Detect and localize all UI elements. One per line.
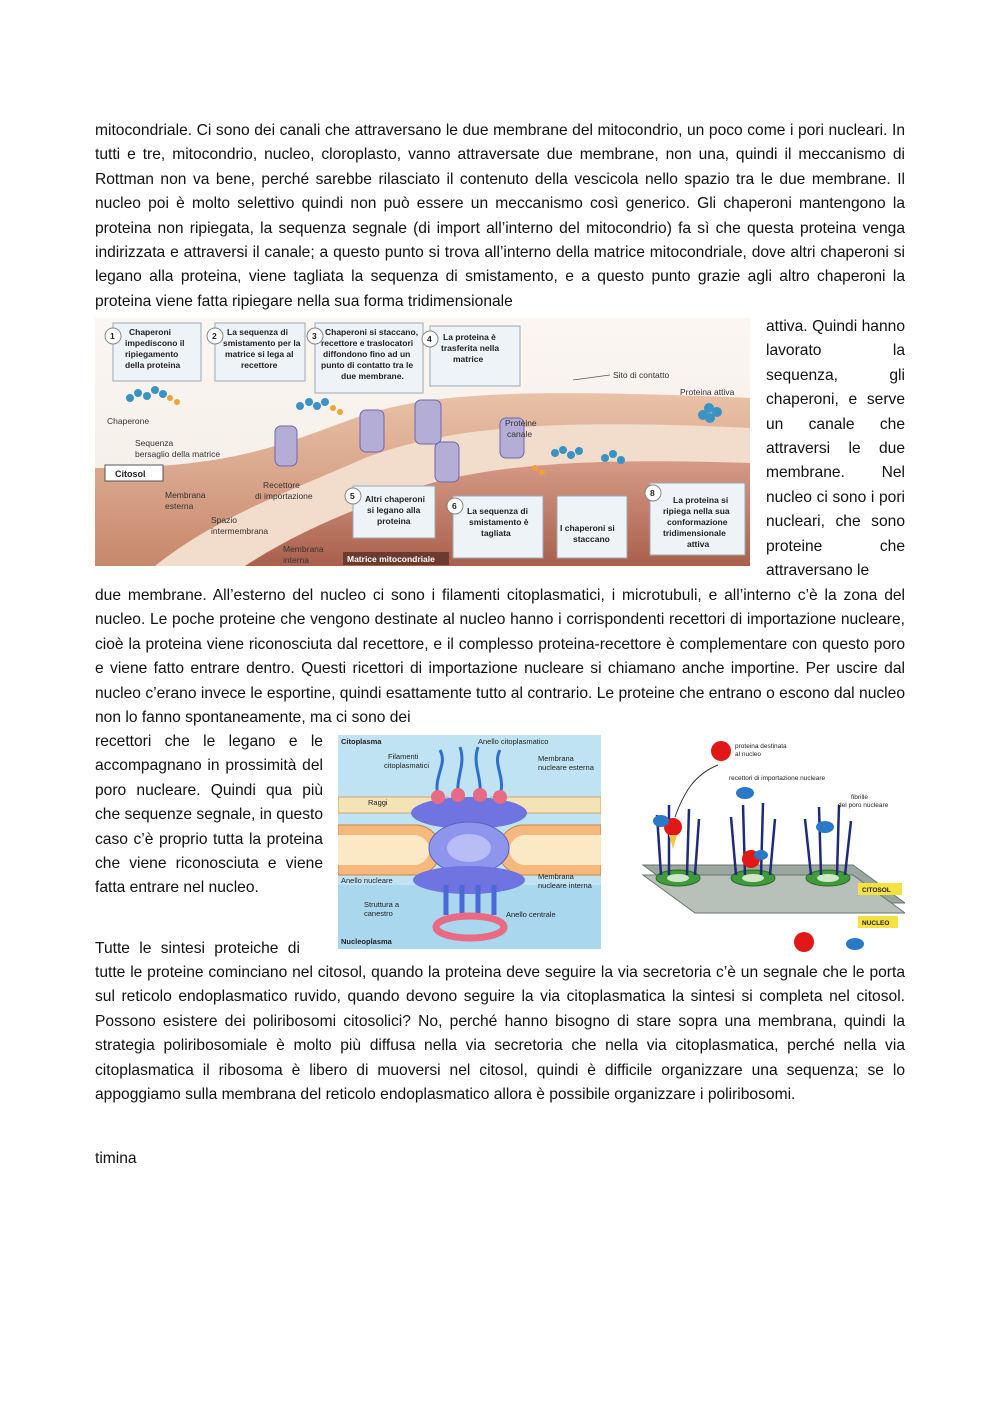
- nuclear-import-figure: [633, 735, 905, 958]
- label-recettore-1: Recettore: [263, 480, 300, 490]
- step-8-line-4: tridimensionale: [663, 528, 726, 538]
- step-8-line-1: La proteina si: [673, 495, 729, 505]
- label-struttura-1: Struttura a: [364, 900, 400, 909]
- label-citosol: Citosol: [115, 469, 146, 479]
- step-1-line-1: Chaperoni: [129, 327, 172, 337]
- label-citosol: CITOSOL: [862, 887, 891, 894]
- label-matrice: Matrice mitocondriale: [347, 554, 435, 564]
- step-1-number: 1: [110, 331, 115, 341]
- paragraph-3: tutte le proteine cominciano nel citosol, quando la proteina deve seguire la via secretoria c’è un segnale che le porta sul reticolo endoplasmatico ruvido, quando devono seguire la via citoplasmatica la sintesi si completa nel citosol. Possono esistere dei poliribosomi citosolici? No, perché hanno bisogno di stare sopra una membrana, quindi la strategia poliribosomiale è molto più diffusa nella via secretoria che nella via citoplasmatica, perché nella via citoplasmatica il ribosoma è libero di muoversi nel citosol, quindi è difficile organizzare una sequenza; se lo appoggiamo sulla membrana del reticolo endoplasmatico allora è possibile organizzare i poliribosomi.: [95, 964, 905, 1104]
- step-2-line-3: matrice si lega al: [225, 349, 294, 359]
- label-proteina-1: proteina destinata: [735, 743, 787, 750]
- step-8-line-3: conformazione: [667, 517, 728, 527]
- label-spazio-2: intermembrana: [211, 526, 269, 536]
- step-2-number: 2: [212, 331, 217, 341]
- step-1-line-2: impediscono il: [125, 338, 185, 348]
- label-proteine-2: canale: [507, 429, 533, 439]
- label-membrana-esterna-1: Membrana: [165, 490, 206, 500]
- step-6-line-1: La sequenza di: [467, 506, 528, 516]
- label-citoplasma: Citoplasma: [341, 737, 382, 746]
- step-1-line-3: ripiegamento: [125, 349, 179, 359]
- step-5-number: 5: [350, 491, 355, 501]
- step-3-line-3: diffondono fino ad un: [323, 349, 411, 359]
- step-3-line-4: punto di contatto tra le: [321, 360, 414, 370]
- label-membrana-interna-1: Membrana: [538, 872, 574, 881]
- label-membrana-esterna-1: Membrana: [538, 754, 574, 763]
- step-5-line-1: Altri chaperoni: [365, 494, 425, 504]
- label-membrana-esterna-2: nucleare esterna: [538, 763, 594, 772]
- step-4-line-3: matrice: [453, 354, 484, 364]
- step-6-line-3: tagliata: [481, 528, 511, 538]
- label-fibrille-2: del poro nucleare: [838, 802, 889, 809]
- step-7-line-1: I chaperoni si: [560, 523, 615, 533]
- step-8-number: 8: [650, 488, 655, 498]
- step-3-line-5: due membrane.: [341, 371, 404, 381]
- side-text-1: attiva. Quindi hanno lavorato la sequenza, gli chaperoni, e serve un canale che attraversi le due membrane. Nel nucleo ci sono i pori nucleari, che sono proteine che attraversano le: [766, 318, 905, 580]
- paragraph-3-start: Tutte le sintesi proteiche di: [95, 940, 300, 957]
- label-spazio-1: Spazio: [211, 515, 237, 525]
- step-2-line-4: recettore: [241, 360, 278, 370]
- label-membrana-interna-2: nucleare interna: [538, 881, 592, 890]
- label-proteina-attiva: Proteina attiva: [680, 387, 735, 397]
- step-3-number: 3: [312, 331, 317, 341]
- label-struttura-2: canestro: [364, 909, 393, 918]
- label-anello-nucleare: Anello nucleare: [341, 876, 393, 885]
- label-anello-citoplasmatico: Anello citoplasmatico: [478, 737, 549, 746]
- label-membrana-esterna-2: esterna: [165, 501, 194, 511]
- step-6-number: 6: [452, 501, 457, 511]
- step-8-line-5: attiva: [687, 539, 710, 549]
- label-filamenti-1: Filamenti: [388, 752, 419, 761]
- step-6-line-2: smistamento è: [469, 517, 529, 527]
- label-proteina-2: al nucleo: [735, 751, 762, 758]
- label-recettore-2: di importazione: [255, 491, 313, 501]
- label-membrana-interna-2: interna: [283, 555, 309, 565]
- label-fibrille-1: fibrille: [851, 794, 868, 801]
- step-4-line-2: trasferita nella: [441, 343, 500, 353]
- mitochondrial-import-figure: [95, 318, 750, 566]
- label-sito: Sito di contatto: [613, 370, 670, 380]
- label-recettori: recettori di importazione nucleare: [729, 775, 826, 782]
- step-4-number: 4: [427, 334, 432, 344]
- label-raggi: Raggi: [368, 798, 388, 807]
- label-membrana-interna-1: Membrana: [283, 544, 324, 554]
- label-nucleoplasma: Nucleoplasma: [341, 937, 392, 946]
- paragraph-1: mitocondriale. Ci sono dei canali che attraversano le due membrane del mitocondrio, un poco come i pori nucleari. In tutti e tre, mitocondrio, nucleo, cloroplasto, vanno attraversate due membrane, non una, quindi il meccanismo di Rottman non va bene, perché sarebbe rilasciato il contenuto della vescicola nello spazio tra le due membrane. Il nucleo poi è molto selettivo quindi non può essere un meccanismo così generico. Gli chaperoni mantengono la proteina non ripiegata, la sequenza segnale (di import all’interno del mitocondrio) fa sì che questa proteina venga indirizzata e attraversi il canale; a questo punto si trova all’interno della matrice mitocondriale, dove altri chaperoni si legano alla proteina, viene tagliata la sequenza di smistamento, e a questo punto grazie agli altro chaperoni la proteina viene fatta ripiegare nella sua forma tridimensionale: [95, 122, 905, 310]
- label-proteine-1: Proteine: [505, 418, 537, 428]
- label-sequenza-1: Sequenza: [135, 438, 174, 448]
- step-3-line-1: Chaperoni si staccano,: [325, 327, 419, 337]
- step-5-line-2: si legano alla: [367, 505, 421, 515]
- paragraph-2: due membrane. All’esterno del nucleo ci sono i filamenti citoplasmatici, i microtubuli, e all’interno c’è la zona del nucleo. Le poche proteine che vengono destinate al nucleo hanno i corrispondenti recettori di importazione nucleare, cioè la proteina viene riconosciuta dal recettore, e il complesso proteina-recettore è complementare con questo poro e viene fatto entrare dentro. Questi ricettori di importazione nucleare si chiamano anche importine. Per uscire dal nucleo c’erano invece le esportine, quindi esattamente tutto al contrario. Le proteine che entrano o escono dal nucleo non lo fanno spontaneamente, ma ci sono dei: [95, 587, 905, 727]
- step-8-line-2: ripiega nella sua: [663, 506, 730, 516]
- footer-word: timina: [95, 1150, 137, 1167]
- nuclear-pore-figure: [338, 735, 601, 949]
- step-2-line-1: La sequenza di: [227, 327, 288, 337]
- label-nucleo: NUCLEO: [862, 920, 890, 927]
- step-7-line-2: staccano: [573, 534, 610, 544]
- label-sequenza-2: bersaglio della matrice: [135, 449, 221, 459]
- step-2-line-2: smistamento per la: [223, 338, 301, 348]
- step-5-line-3: proteina: [377, 516, 411, 526]
- side-text-2: recettori che le legano e le accompagnano in prossimità del poro nucleare. Quindi qua più che sequenze segnale, in questo caso c’è proprio tutta la proteina che viene riconosciuta e viene fatta entrare nel nucleo.: [95, 733, 324, 897]
- label-filamenti-2: citoplasmatici: [384, 761, 430, 770]
- label-chaperone: Chaperone: [107, 416, 150, 426]
- step-1-line-4: della proteina: [125, 360, 181, 370]
- step-3-line-2: recettore e traslocatori: [321, 338, 414, 348]
- label-anello-centrale: Anello centrale: [506, 910, 556, 919]
- step-4-line-1: La proteina è: [443, 332, 496, 342]
